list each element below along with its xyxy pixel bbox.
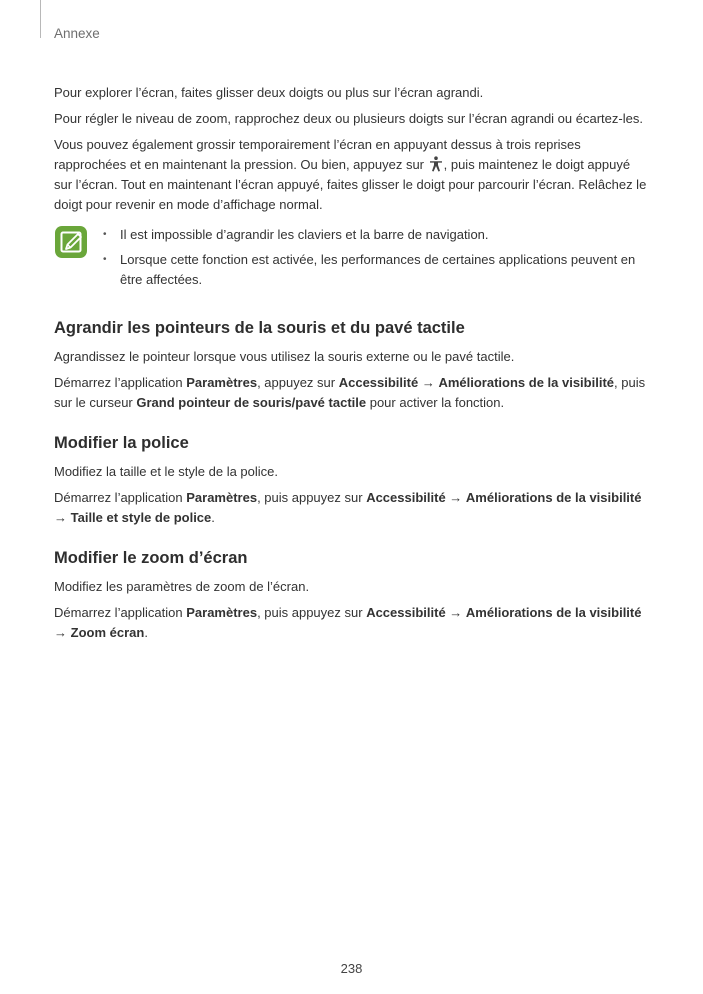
menu-ameliorations-visibilite: Améliorations de la visibilité xyxy=(438,375,615,390)
page-content xyxy=(54,83,650,649)
note-box xyxy=(54,225,650,290)
margin-rule xyxy=(40,0,41,38)
menu-parametres: Paramètres xyxy=(186,490,258,505)
note-icon xyxy=(54,225,88,259)
section-pointer-description: Agrandissez le pointeur lorsque vous utilisez la souris externe ou le pavé tactile. xyxy=(54,349,515,364)
instruction-text: , appuyez sur xyxy=(257,375,339,390)
arrow-separator: → xyxy=(445,490,466,505)
intro-paragraph-1: Pour explorer l’écran, faites glisser deux doigts ou plus sur l’écran agrandi. xyxy=(54,85,484,100)
arrow-separator: → xyxy=(445,605,466,620)
instruction-text: , puis sur le curseur xyxy=(54,375,646,410)
menu-taille-style-police: Taille et style de police xyxy=(70,510,212,525)
menu-parametres: Paramètres xyxy=(186,375,258,390)
menu-accessibilite: Accessibilité xyxy=(338,375,419,390)
instruction-text: pour activer la fonction. xyxy=(366,395,505,410)
intro-paragraph-3-text-a: Vous pouvez également grossir temporairement l’écran en appuyant dessus à trois reprises rapprochées et en maintenant la pression. Ou bien, appuyez sur xyxy=(54,137,581,172)
instruction-text: Démarrez l’application xyxy=(54,605,187,620)
section-heading-font: Modifier la police xyxy=(54,434,189,452)
menu-grand-pointeur: Grand pointeur de souris/pavé tactile xyxy=(136,395,367,410)
instruction-text: . xyxy=(211,510,215,525)
arrow-separator: → xyxy=(418,375,439,390)
menu-ameliorations-visibilite: Améliorations de la visibilité xyxy=(465,605,642,620)
section-heading-zoom: Modifier le zoom d’écran xyxy=(54,549,248,567)
section-font-instructions xyxy=(54,488,650,528)
accessibility-icon xyxy=(429,156,443,172)
section-label: Annexe xyxy=(54,26,100,41)
instruction-text: . xyxy=(144,625,148,640)
instruction-text: , puis appuyez sur xyxy=(257,490,367,505)
menu-accessibilite: Accessibilité xyxy=(366,605,446,620)
note-list xyxy=(102,225,650,290)
intro-paragraph-3 xyxy=(54,135,650,215)
section-heading-pointer: Agrandir les pointeurs de la souris et du pavé tactile xyxy=(54,319,465,337)
menu-accessibilite: Accessibilité xyxy=(366,490,446,505)
section-pointer-instructions xyxy=(54,373,650,413)
intro-paragraph-3-text-b: , puis maintenez le doigt appuyé sur l’écran. Tout en maintenant l’écran appuyé, faites glisser le doigt pour parcourir l’écran. Relâchez le doigt pour revenir en mode d’affichage normal. xyxy=(54,157,647,212)
menu-zoom-ecran: Zoom écran xyxy=(70,625,145,640)
arrow-separator: → xyxy=(54,510,71,525)
page-number: 238 xyxy=(340,961,363,976)
section-zoom-description: Modifiez les paramètres de zoom de l’écran. xyxy=(54,579,310,594)
instruction-text: Démarrez l’application xyxy=(54,490,187,505)
instruction-text: , puis appuyez sur xyxy=(257,605,367,620)
menu-ameliorations-visibilite: Améliorations de la visibilité xyxy=(465,490,642,505)
section-font-description: Modifiez la taille et le style de la police. xyxy=(54,464,279,479)
note-item: • Lorsque cette fonction est activée, les performances de certaines applications peuvent en être affectées. xyxy=(102,250,650,290)
arrow-separator: → xyxy=(54,625,71,640)
note-item: • Il est impossible d’agrandir les claviers et la barre de navigation. xyxy=(102,225,650,245)
instruction-text: Démarrez l’application xyxy=(54,375,187,390)
menu-parametres: Paramètres xyxy=(186,605,258,620)
section-zoom-instructions xyxy=(54,603,650,643)
intro-paragraph-2: Pour régler le niveau de zoom, rapprochez deux ou plusieurs doigts sur l’écran agrandi ou écartez-les. xyxy=(54,111,643,126)
